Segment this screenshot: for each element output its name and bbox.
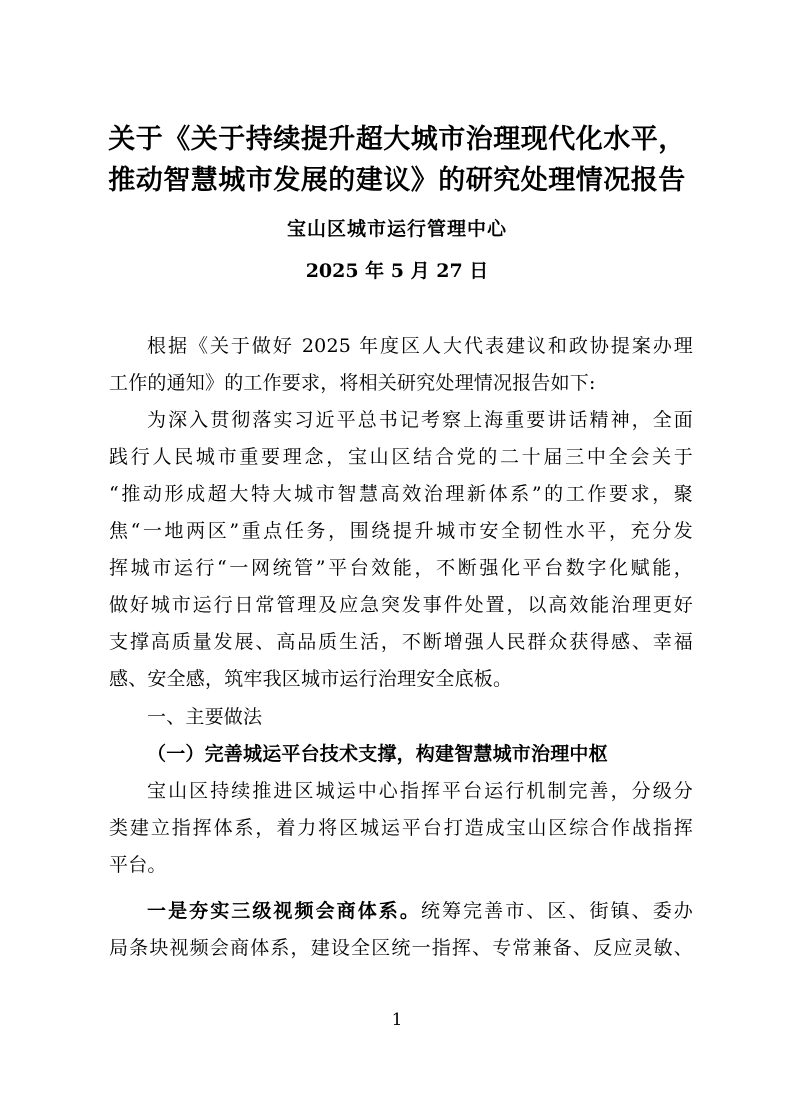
paragraph-2-line-2: 践行人民城市重要理念，宝山区结合党的二十届三中全会关于 xyxy=(109,446,693,468)
paragraph-3-line-2: 类建立指挥体系，着力将区城运平台打造成宝山区综合作战指挥 xyxy=(109,817,693,839)
paragraph-2-line-3: “推动形成超大特大城市智慧高效治理新体系”的工作要求，聚 xyxy=(109,483,693,505)
subsection-heading-1: （一）完善城运平台技术支撑，构建智慧城市治理中枢 xyxy=(147,743,608,765)
document-date: 2025 年 5 月 27 日 xyxy=(305,260,489,282)
paragraph-2-line-1: 为深入贯彻落实习近平总书记考察上海重要讲话精神，全面 xyxy=(147,409,693,431)
paragraph-2-line-8: 感、安全感，筑牢我区城市运行治理安全底板。 xyxy=(109,668,513,690)
paragraph-4-lead: 一是夯实三级视频会商体系。 xyxy=(147,900,421,922)
paragraph-2-line-7: 支撑高质量发展、高品质生活，不断增强人民群众获得感、幸福 xyxy=(109,631,693,653)
paragraph-2-line-4: 焦“一地两区”重点任务，围绕提升城市安全韧性水平，充分发 xyxy=(109,520,693,542)
document-title-line-2: 推动智慧城市发展的建议》的研究处理情况报告 xyxy=(108,165,686,196)
issuing-organization: 宝山区城市运行管理中心 xyxy=(286,218,507,240)
paragraph-3-line-3: 平台。 xyxy=(109,854,167,876)
paragraph-3-line-1: 宝山区持续推进区城运中心指挥平台运行机制完善，分级分 xyxy=(147,780,693,802)
section-heading-1: 一、主要做法 xyxy=(147,706,263,728)
paragraph-2-line-6: 做好城市运行日常管理及应急突发事件处置，以高效能治理更好 xyxy=(109,594,693,616)
paragraph-4-line-2: 局条块视频会商体系，建设全区统一指挥、专常兼备、反应灵敏、 xyxy=(109,937,693,959)
paragraph-4-line-1 xyxy=(147,898,693,924)
paragraph-1-line-1: 根据《关于做好 2025 年度区人大代表建议和政协提案办理 xyxy=(147,335,693,357)
paragraph-1-line-2: 工作的通知》的工作要求，将相关研究处理情况报告如下: xyxy=(109,372,596,394)
page-number: 1 xyxy=(391,1010,403,1030)
document-title-line-1: 关于《关于持续提升超大城市治理现代化水平， xyxy=(108,124,686,155)
paragraph-4-lead-rest: 统筹完善市、区、街镇、委办 xyxy=(420,900,693,922)
paragraph-2-line-5: 挥城市运行“一网统管”平台效能，不断强化平台数字化赋能， xyxy=(109,557,693,579)
